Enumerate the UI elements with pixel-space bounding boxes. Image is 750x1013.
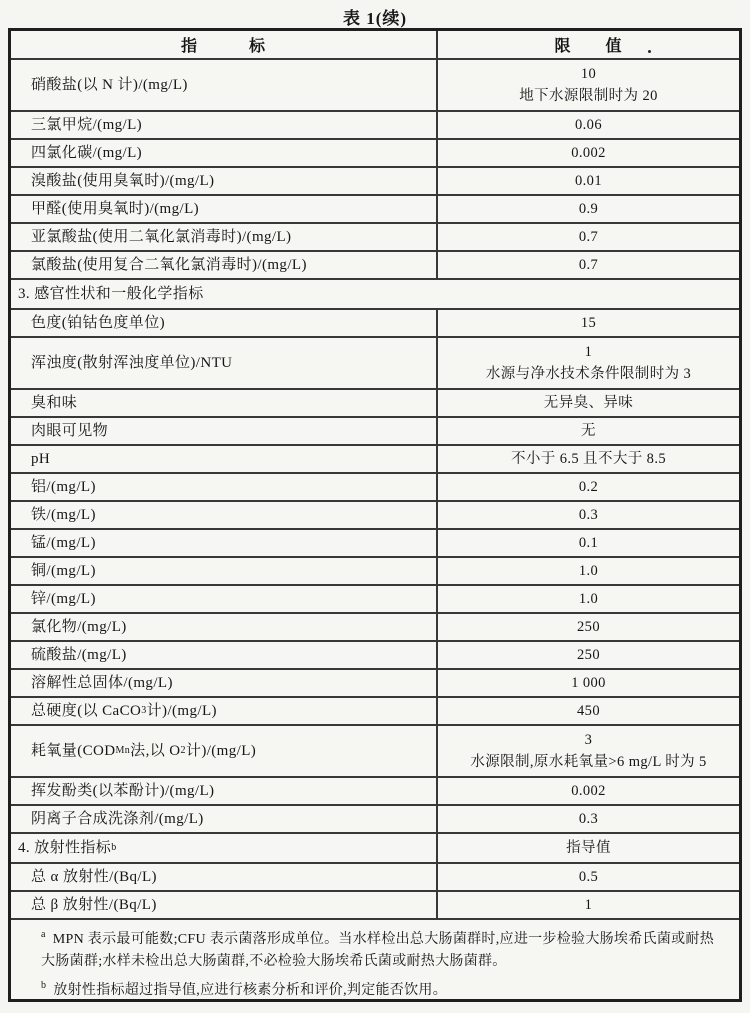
- header-indicator-label: 指 标: [11, 31, 438, 58]
- table-row: [11, 890, 739, 918]
- standards-table: [8, 28, 742, 1002]
- limit-cell: 10 地下水源限制时为 20: [519, 66, 658, 104]
- indicator-cell: 总硬度(以 CaCO 3 计)/(mg/L): [11, 698, 438, 724]
- limit-cell: 1 000: [571, 675, 606, 691]
- limit-cell: 450: [577, 703, 600, 719]
- indicator-cell: 肉眼可见物: [11, 418, 438, 444]
- table-row: [11, 166, 739, 194]
- indicator-cell: 氯化物/(mg/L): [11, 614, 438, 640]
- indicator-cell: 硝酸盐(以 N 计)/(mg/L): [11, 60, 438, 110]
- limit-cell: 0.002: [571, 145, 606, 161]
- limit-cell: 0.7: [578, 229, 599, 245]
- indicator-cell: 挥发酚类(以苯酚计)/(mg/L): [11, 778, 438, 804]
- indicator-cell: 总 β 放射性/(Bq/L): [11, 892, 438, 918]
- table-row: [11, 804, 739, 832]
- table-row: [11, 336, 739, 388]
- header-limit-cell: [438, 31, 739, 58]
- table-row: [11, 388, 739, 416]
- footnote-b: [41, 980, 723, 1002]
- indicator-cell: 三氯甲烷/(mg/L): [11, 112, 438, 138]
- indicator-cell: 甲醛(使用臭氧时)/(mg/L): [11, 196, 438, 222]
- limit-cell: 250: [577, 647, 600, 663]
- limit-cell: 0.9: [578, 201, 599, 217]
- indicator-cell: 硫酸盐/(mg/L): [11, 642, 438, 668]
- table-row: [11, 500, 739, 528]
- table-rows: [11, 58, 739, 918]
- indicator-cell: 锰/(mg/L): [11, 530, 438, 556]
- table-row: [11, 528, 739, 556]
- footnote-a: [41, 929, 723, 973]
- footnote-a-marker: a: [41, 929, 46, 940]
- limit-cell: 0.7: [578, 257, 599, 273]
- limit-cell: 0.1: [578, 535, 599, 551]
- table-row: [11, 668, 739, 696]
- footnote-b-marker: b: [41, 980, 47, 991]
- table-row: [11, 194, 739, 222]
- table-row: [11, 776, 739, 804]
- table-row: [11, 58, 739, 110]
- limit-cell: 1.0: [578, 591, 599, 607]
- limit-cell: 1 水源与净水技术条件限制时为 3: [485, 344, 692, 382]
- indicator-cell: 耗氧量(COD Mn 法,以 O 2 计)/(mg/L): [11, 726, 438, 776]
- limit-cell: 1: [584, 897, 593, 913]
- footnote-b-text: 放射性指标超过指导值,应进行核素分析和评价,判定能否饮用。: [53, 983, 448, 998]
- limit-cell: 0.06: [575, 117, 602, 133]
- indicator-cell: 铜/(mg/L): [11, 558, 438, 584]
- limit-cell: 1.0: [578, 563, 599, 579]
- indicator-cell: 亚氯酸盐(使用二氧化氯消毒时)/(mg/L): [11, 224, 438, 250]
- indicator-cell: 四氯化碳/(mg/L): [11, 140, 438, 166]
- limit-cell: 0.2: [578, 479, 599, 495]
- indicator-cell: 总 α 放射性/(Bq/L): [11, 864, 438, 890]
- table-row: [11, 444, 739, 472]
- table-row: [11, 110, 739, 138]
- indicator-cell: 溴酸盐(使用臭氧时)/(mg/L): [11, 168, 438, 194]
- limit-cell: 无异臭、异味: [543, 395, 634, 411]
- section-row: [11, 832, 739, 862]
- table-row: [11, 138, 739, 166]
- indicator-cell: 铁/(mg/L): [11, 502, 438, 528]
- indicator-cell: 浑浊度(散射浑浊度单位)/NTU: [11, 338, 438, 388]
- indicator-cell: 4. 放射性指标 b: [11, 834, 438, 862]
- table-row: [11, 416, 739, 444]
- limit-cell: 0.3: [578, 507, 599, 523]
- indicator-cell: 锌/(mg/L): [11, 586, 438, 612]
- section-row: [11, 278, 739, 308]
- table-row: [11, 472, 739, 500]
- table-row: [11, 250, 739, 278]
- table-row: [11, 696, 739, 724]
- footnote-a-text: MPN 表示最可能数;CFU 表示菌落形成单位。当水样检出总大肠菌群时,应进一步检验大肠埃希氏菌或耐热大肠菌群;水样未检出总大肠菌群,不必检验大肠埃希氏菌或耐热大肠菌群。: [41, 932, 715, 969]
- indicator-cell: 臭和味: [11, 390, 438, 416]
- limit-cell: 250: [577, 619, 600, 635]
- limit-cell: 3 水源限制,原水耗氧量>6 mg/L 时为 5: [470, 732, 707, 770]
- limit-cell: 不小于 6.5 且不大于 8.5: [510, 451, 667, 467]
- limit-cell: 无: [581, 423, 596, 439]
- table-row: [11, 612, 739, 640]
- indicator-cell: 溶解性总固体/(mg/L): [11, 670, 438, 696]
- table-header-row: [11, 31, 739, 58]
- header-limit-label: 限 值: [554, 38, 623, 55]
- indicator-cell: 3. 感官性状和一般化学指标: [18, 286, 204, 302]
- scan-artifact-dot: [648, 50, 651, 53]
- indicator-cell: 铝/(mg/L): [11, 474, 438, 500]
- table-row: [11, 640, 739, 668]
- table-row: [11, 584, 739, 612]
- limit-cell: 15: [580, 315, 597, 331]
- limit-cell: 指导值: [566, 840, 611, 856]
- table-row: [11, 724, 739, 776]
- table-row: [11, 862, 739, 890]
- indicator-cell: 氯酸盐(使用复合二氧化氯消毒时)/(mg/L): [11, 252, 438, 278]
- limit-cell: 0.3: [578, 811, 599, 827]
- table-title: 表 1(续): [342, 9, 408, 28]
- limit-cell: 0.002: [571, 783, 606, 799]
- indicator-cell: pH: [11, 446, 438, 472]
- table-row: [11, 222, 739, 250]
- table-row: [11, 308, 739, 336]
- limit-cell: 0.5: [578, 869, 599, 885]
- footnotes: [11, 918, 739, 1013]
- indicator-cell: 色度(铂钴色度单位): [11, 310, 438, 336]
- limit-cell: 0.01: [575, 173, 602, 189]
- indicator-cell: 阴离子合成洗涤剂/(mg/L): [11, 806, 438, 832]
- table-row: [11, 556, 739, 584]
